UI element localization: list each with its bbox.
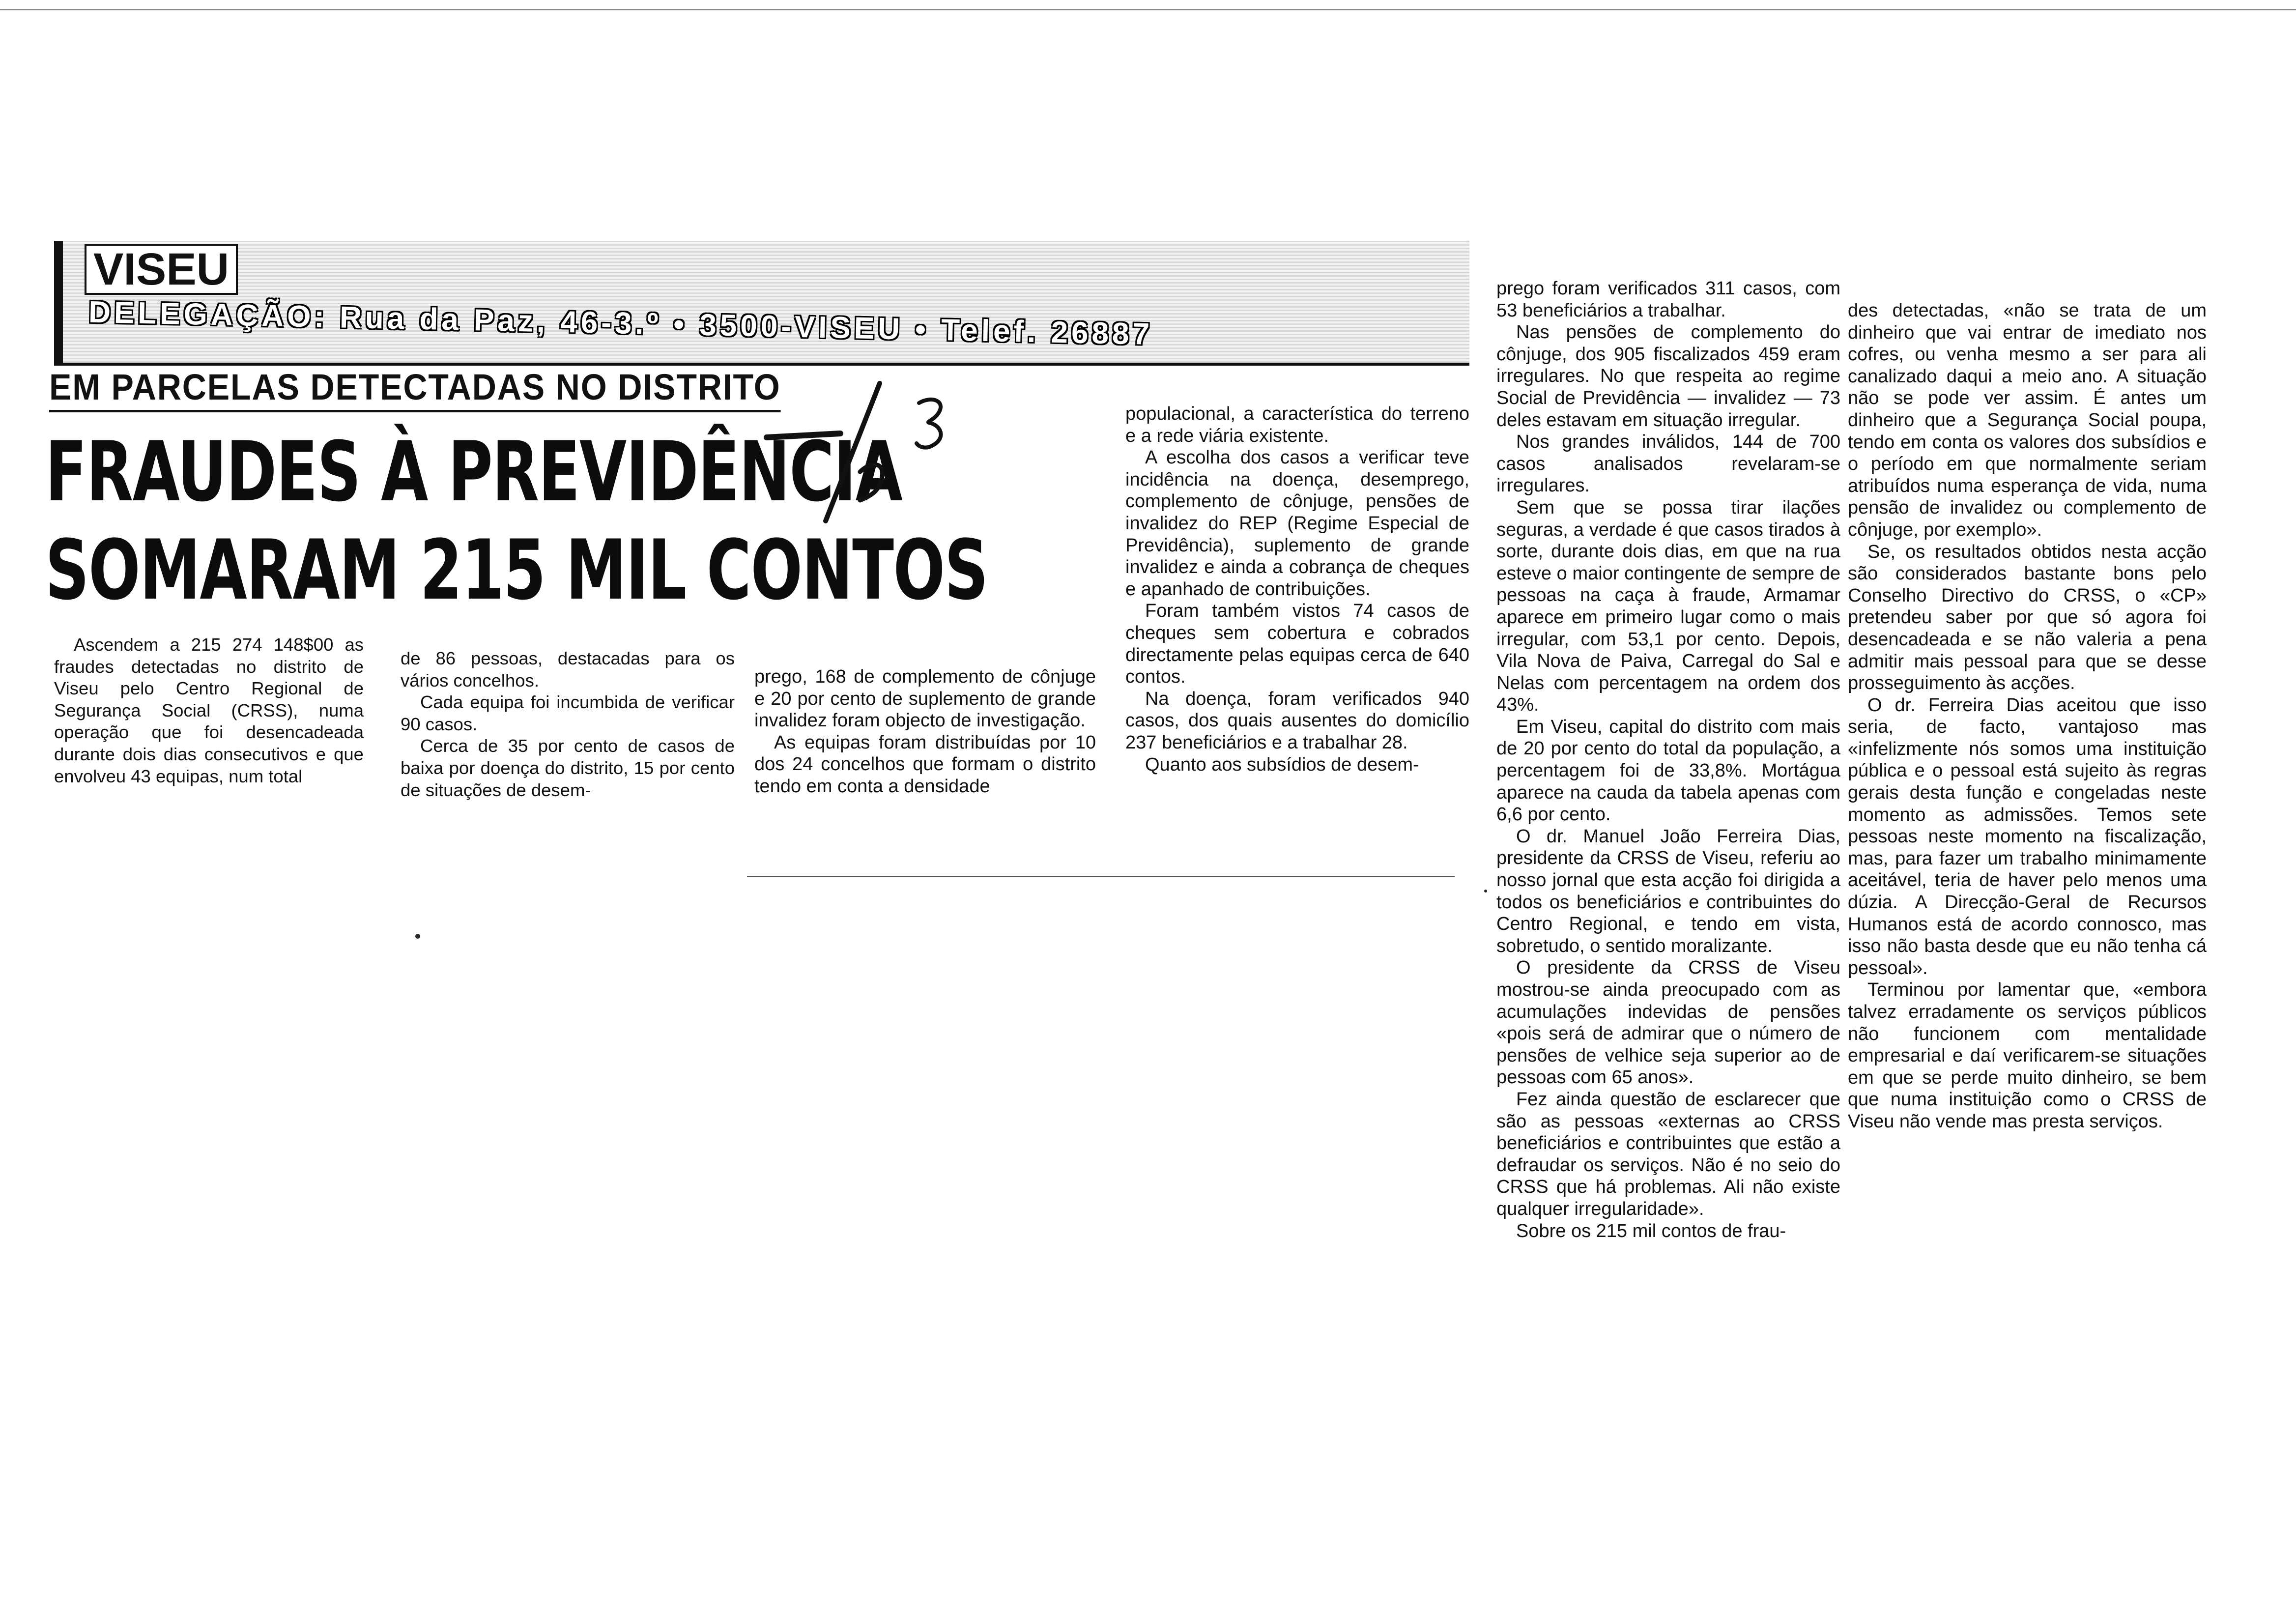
column-bottom-rule: [747, 876, 1455, 877]
paragraph: Cada equipa foi incumbida de verificar 90 casos.: [401, 692, 735, 734]
paragraph: Ascendem a 215 274 148$00 as fraudes detectadas no distrito de Viseu pelo Centro Regional de Segurança Social (CRSS), numa operação que foi desencadeada durante dois dias consecutivos e que envolveu 43 equipas, num total: [54, 634, 364, 786]
paragraph: Sobre os 215 mil contos de frau-: [1516, 1220, 1786, 1241]
banner-address: DELEGAÇÃO: Rua da Paz, 46-3.º • 3500-VISEU • Telef. 26887: [88, 295, 1153, 352]
article-column-4: [1125, 403, 1469, 776]
paragraph: Terminou por lamentar que, «embora talvez erradamente os serviços públicos não funcionem com mentalidade empresarial e daí verificarem-se situações em que se perde muito dinheiro, se bem que numa instituição como o CRSS de Viseu não vende mas presta serviços.: [1848, 979, 2207, 1132]
kicker: EM PARCELAS DETECTADAS NO DISTRITO: [49, 366, 781, 412]
paragraph: des detectadas, «não se trata de um dinheiro que vai entrar de imediato nos cofres, ou venha mesmo a ser para ali canalizado daqui a meio ano. A situação não se pode ver assim. É antes um dinheiro que a Segurança Social poupa, tendo em conta os valores dos subsídios e o período em que normalmente seriam atribuídos numa esperança de vida, numa pensão de invalidez ou complemento de cônjuge, por exemplo».: [1848, 300, 2207, 540]
paragraph: Nas pensões de complemento do cônjuge, dos 905 fiscalizados 459 eram irregulares. No que respeita ao regime Social de Previdência — invalidez — 73 deles estavam em situação irregular.: [1496, 322, 1840, 431]
paragraph: Foram também vistos 74 casos de cheques sem cobertura e cobrados directamente pelas equipas cerca de 640 contos.: [1125, 601, 1469, 688]
paragraph: Na doença, foram verificados 940 casos, dos quais ausentes do domicílio 237 beneficiários e a trabalhar 28.: [1125, 688, 1469, 753]
paragraph: A escolha dos casos a verificar teve incidência na doença, desemprego, complemento de cônjuge, pensões de invalidez do REP (Regime Especial de Previdência), suplemento de grande invalidez e ainda a cobrança de cheques e apanhado de contribuições.: [1125, 447, 1469, 600]
paragraph: Quanto aos subsídios de desem-: [1145, 754, 1419, 775]
handwritten-mark: [757, 374, 963, 531]
paragraph: O dr. Ferreira Dias aceitou que isso seria, de facto, vantajoso mas «infelizmente nós somos uma instituição pública e o pessoal está sujeito às regras gerais desta função e congeladas neste momento as admissões. Temos sete pessoas neste momento na fiscalização, mas, para fazer um trabalho minimamente aceitável, teria de haver pelo menos uma dúzia. A Direcção-Geral de Recursos Humanos está de acordo connosco, mas isso não basta desde que eu não tenha cá pessoal».: [1848, 694, 2207, 979]
paragraph: prego, 168 de complemento de cônjuge e 20 por cento de suplemento de grande invalidez foram objecto de investigação.: [754, 666, 1096, 731]
banner-title: VISEU: [85, 244, 238, 295]
paragraph: Se, os resultados obtidos nesta acção são considerados bastante bons pelo Conselho Directivo do CRSS, o «CP» pretendeu saber por que só agora foi desencadeada e se não valeria a pena admitir mais pessoal para que se desse prosseguimento às acções.: [1848, 541, 2207, 694]
headline-line-1: FRAUDES À PREVIDÊNCIA: [45, 424, 902, 520]
article-column-5: [1496, 278, 1840, 1242]
scan-speck: [1484, 890, 1487, 892]
paragraph: de 86 pessoas, destacadas para os vários concelhos.: [401, 648, 735, 691]
headline-line-2: SOMARAM 215 MIL CONTOS: [45, 522, 988, 618]
paragraph: Sem que se possa tirar ilações seguras, a verdade é que casos tirados à sorte, durante dois dias, em que na rua esteve o maior contingente de sempre de pessoas na caça à fraude, Armamar aparece em primeiro lugar como o mais irregular, com 53,1 por cento. Depois, Vila Nova de Paiva, Carregal do Sal e Nelas com percentagem na ordem dos 43%.: [1496, 497, 1840, 716]
paragraph: O dr. Manuel João Ferreira Dias, presidente da CRSS de Viseu, referiu ao nosso jornal que esta acção foi dirigida a todos os beneficiários e contribuintes do Centro Regional, e tendo em vista, sobretudo, o sentido moralizante.: [1496, 826, 1840, 956]
article-column-1: [54, 634, 364, 787]
paragraph: As equipas foram distribuídas por 10 dos 24 concelhos que formam o distrito tendo em conta a densidade: [754, 732, 1096, 797]
paragraph: Nos grandes inválidos, 144 de 700 casos analisados revelaram-se irregulares.: [1496, 432, 1840, 496]
scan-top-edge: [0, 9, 2296, 10]
paragraph: populacional, a característica do terreno e a rede viária existente.: [1125, 403, 1469, 446]
paragraph: O presidente da CRSS de Viseu mostrou-se ainda preocupado com as acumulações indevidas de pensões «pois será de admirar que o número de pensões de velhice seja superior ao de pessoas com 65 anos».: [1496, 957, 1840, 1088]
paragraph: Fez ainda questão de esclarecer que são as pessoas «externas ao CRSS beneficiários e contribuintes que estão a defraudar os serviços. Não é no seio do CRSS que há problemas. Ali não existe qualquer irregularidade».: [1496, 1089, 1840, 1219]
section-banner: [54, 241, 1469, 366]
article-column-6: [1848, 300, 2207, 1133]
paragraph: prego foram verificados 311 casos, com 53 beneficiários a trabalhar.: [1496, 278, 1840, 321]
scan-speck: [415, 934, 420, 939]
paragraph: Em Viseu, capital do distrito com mais de 20 por cento do total da população, a percentagem foi de 33,8%. Mortágua aparece na cauda da tabela apenas com 6,6 por cento.: [1496, 716, 1840, 825]
article-column-2: [401, 648, 735, 801]
banner-edge: [54, 241, 63, 363]
paragraph: Cerca de 35 por cento de casos de baixa por doença do distrito, 15 por cento de situações de desem-: [401, 736, 735, 800]
article-column-3: [754, 666, 1096, 798]
